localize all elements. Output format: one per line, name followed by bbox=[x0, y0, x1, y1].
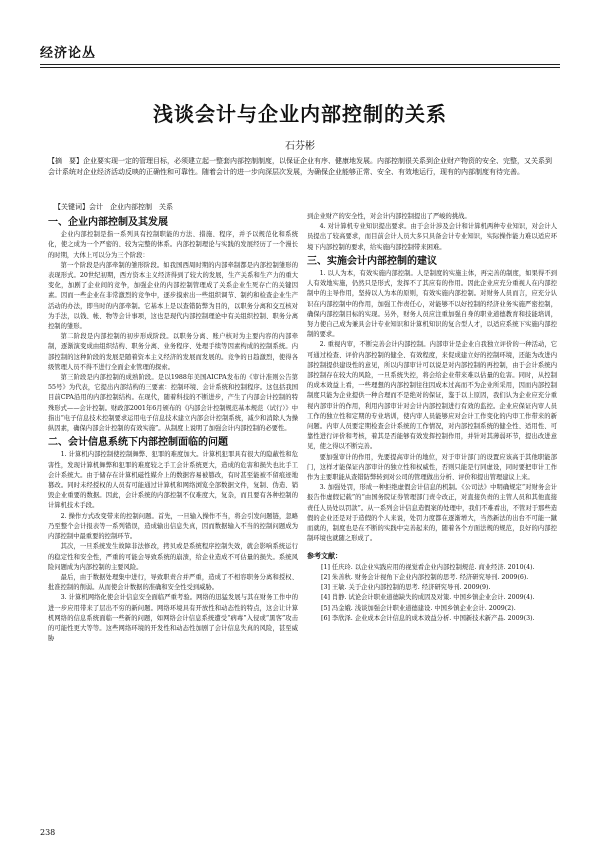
reference-item: [5] 冯金娥. 浅谈加强会计职业道德建设. 中国乡镇企业会计. 2009(2). bbox=[321, 604, 516, 612]
abstract: 【摘 要】企业要实现一定的管理目标，必须建立起一整套内部控制制度，以保证企业有序、健康地发展。内部控制很关系到企业财产物资的安全、完整，又关系到会计系统对企业经济活动反映的正确性和可靠性。随着会计的进一步向深层次发展，为确保企业能够正常、安全、有效地运行，现有的内部制度有待完善。 bbox=[48, 157, 552, 176]
reference-item: [4] 肖静. 试论会计职业道德缺失的成因及对策. 中国乡镇企业会计. 2009(4). bbox=[321, 594, 535, 602]
body-paragraph: 第二阶段是内部控制的初步形成阶段。以职务分离、账户核对为主要内容的内部牵制，逐渐演变成由组织结构、职务分离、业务程序、处理手续等因素构成的控制系统。内部控制的这种阶段的发展是随着资本主义经济的发展而发展的。竞争的日趋激烈，使得各级管理人员不得不进行全面企业管理的探索。 bbox=[48, 333, 298, 371]
body-paragraph: 企业内部控制是指一系列具有控制职能的方法、措施、程序，并予以规范化和系统化，使之成为一个严密的、较为完整的体系。内部控制理论与实践的发展经历了一个漫长的时期，大体上可以分为三个阶段： bbox=[48, 231, 298, 259]
page-number: 238 bbox=[40, 828, 56, 837]
body-paragraph: 1. 以人为本，有效实施内部控制。人是制度的实施主体，再完善的制度，如果得不到人有效地实施，仍然只是形式，发挥不了其应有的作用。因此企业应充分重视人在内部控制中的主导作用，坚持以人为本的原则，有效实施内部控制。对财务人员而言，应充分认识在内部控制中的作用，加强工作责任心，对能够不以好控制的经济业务实施严密控制，确保内部控制目标的实现。另外，财务人员应注重加强自身的职业道德教育和技能培训，努力使自己成为兼具会计专业知识和计算机知识的复合型人才，以适应系统下实施内部控制的要求。 bbox=[307, 270, 557, 339]
body-paragraph: 3. 计算机网络化使会计信息安全面临严重考验。网络的迅猛发展与其在财务工作中的进一步应用带来了层出不穷的新问题。网络环境具有开放性和动态性的特点，这会让计算机网络的信息系统面临一些新的问题，如网络会计信息系统遭受“病毒”入侵或“黑客”攻击的可能性更大等等。这些网络环境的开发性和动态性加剧了会计信息失真的风险，甚至威胁 bbox=[48, 594, 298, 643]
body-paragraph: 其次，一旦系统发生故障非法修改，拷贝或是系统程序控制失效，就会影响系统运行的稳定性和安全性，严重的可能会导致系统的崩溃，给企业造成不可估量的损失。系统风险问题成为内部控制的主要风险。 bbox=[48, 543, 298, 571]
journal-section-header: 经济论丛 bbox=[40, 46, 97, 61]
section-heading: 一、企业内部控制及其发展 bbox=[48, 217, 168, 228]
body-paragraph: 最后，由于数据处理集中进行，导致职责合并严重，造成了不相容职务分离和授权、批准控制的削弱。从而使会计数据的准确和安全性受到威胁。 bbox=[48, 573, 298, 592]
body-paragraph: 1. 计算机内部控制使控制舞弊、犯罪的难度加大。计算机犯罪具有很大的隐蔽性和危害性，发现计算机舞弊和犯罪的难度较之手工会计系统更大，造成的危害和损失也比手工会计系统大。由于储存在计算机磁性媒介上的数据容易被篡改，有时甚至能被不留痕迹地篡改。同时未经授权的人员有可能通过计算机和网络浏览全部数据文件，复制、伪造、销毁企业重要的数据。因此，会计系统的内部控制不仅难度大，复杂，而且要有各种控制的计算机技术手段。 bbox=[48, 451, 298, 510]
body-paragraph: 第三阶段是内部控制的成熟阶段。是以1988年美国AICPA发布的《审计准则公告第55号》为代表，它提出内部结构的三要素：控制环境、会计系统和控制程序。这包括我国目前CPA沿用的内部控制结构。在现代，随着科技的不断进步，产生了内部会计控制的特殊形式——会计控制。财政部2001年6月颁布的《内部会计控制规范基本规范（试行）》中指出“电子信息技术控制要求运用电子信息技术建立内部会计控制系统，减少和消除人为操纵因素，确保内部会计控制的有效实施”。从制度上说明了加强会计内部控制的必要性。 bbox=[48, 374, 298, 433]
reference-item: [2] 朱善秋. 财务会计视角下企业内部控制的思考. 经济研究导刊. 2009(6). bbox=[321, 573, 529, 581]
section-heading: 二、会计信息系统下内部控制面临的问题 bbox=[48, 437, 228, 449]
body-paragraph: 3. 加强处罚，形成一种拒绝虚假会计信息的机制。《公司法》中明确规定“对财务会计报告作虚假记载”的“由国务院证券管理部门责令改正，对直接负责的主管人员和其他直接责任人员处以罚款”。从一系列会计信息造假案的处理中，我们不难看出，不管对于那些造假的企业还是对于造假的个人来说，处罚力度都在逐渐增大，当然新法的出台不可能一蹴而就的，制度也是在不断的实践中完善起来的，随着各个方面法规的规范，良好的内部控制环境也就随之形成了。 bbox=[307, 484, 557, 543]
header-rule-thin bbox=[40, 67, 560, 68]
body-paragraph: 2. 重视内审，不断完善会计内部控制。内部审计是企业自我独立评价的一种活动，它可通过检查、评价内部控制的健全、有效程度，来促成建立好的控制环境，还能为改进内部控制提供建设性的意见，所以内部审计可以说是对内部控制的再控制，由于会计系统内部控制存在较大的风险，一旦系统失控，将会给企业带来难以估量的危害。同时，从控制的成本效益上看，一些理想的内部控制往往因成本过高而不为企业所采用，因而内部控制制度只能为企业提供一种合理而不是绝对的保证，鉴于以上原因，我们认为企业应充分重视内部审计的作用，利用内部审计对会计内部控制进行有效的监控。企业应保证内审人员工作的独立性和定期的专业培训，使内审人员能够应对会计工作变化的内审工作带来的新问题。内审人员要定期检查会计系统的工作情况，对内部控制系统的健全性、适用性、可靠性进行评价和考核，着其是否能够有效发挥控制作用，并针对其薄弱环节，提出改进意见，使之得以不断完善。 bbox=[307, 341, 557, 451]
body-paragraph: 2. 操作方式改变带来的控制问题。首先，一旦输入操作不当，将会引发问题链，忽略乃至整个会计报表等一系列错误，造成输出信息失真，因而数据输入不当的控制问题成为内部控制中最重要的控制环节。 bbox=[48, 512, 298, 541]
keywords: 【关键词】会计 企业内部控制 关系 bbox=[54, 203, 173, 211]
section-heading: 三、实施会计内部控制的建议 bbox=[307, 255, 437, 267]
reference-item: [3] 王敏. 关于企业内部控制的思考. 经济研究导刊. 2009(9). bbox=[321, 584, 491, 592]
references-heading: 参考文献： bbox=[307, 550, 342, 560]
article-title: 浅谈会计与企业内部控制的关系 bbox=[153, 102, 447, 126]
reference-item: [6] 李欣泽. 企业成本会计信息的成本效益分析. 中国新技术新产品. 2009(3). bbox=[321, 614, 535, 622]
header-rule bbox=[40, 64, 560, 65]
body-paragraph: 4. 对计算机专业知识提出要求。由于会计涉及会计和计算机两种专业知识，对会计人员提出了较高要求，而目前会计人员大多只具备会计专业知识，实际操作能力难以适应环境下内部控制的要求，给实施内部控制带来困难。 bbox=[307, 223, 557, 251]
reference-item: [1] 任庆玲. 以企业实践应用的视觉看企业内部控制规范. 商业经济. 2010(4). bbox=[321, 563, 535, 571]
right-column bbox=[307, 212, 557, 624]
left-column bbox=[48, 214, 298, 644]
author-name: 石芬彬 bbox=[285, 141, 315, 152]
body-paragraph: 第一个阶段是内部牵制的雏形阶段。如我国西周时期的内部牵制都是内部控制雏形的表现形式。20世纪初期，西方资本主义经济得到了较大的发展，生产关系和生产力的重大变化，加剧了企业间的竞争，加强企业的内部控制管理成了关系企业生死存亡的关键因素。因而一些企业在非常激烈的竞争中，逐步摸索出一些组织调节、制约和检查企业生产活动的办法，即当时的内部牵制。它基本上是以查错防弊为目的，以职务分离和交互核对为手法，以钱、帐、物等会计事项，这也是现代内部控制理论中有关组织控制、职务分离控制的雏形。 bbox=[48, 261, 298, 331]
body-paragraph: 到企业财产的安全性，对会计内部控制提出了严峻的挑战。 bbox=[307, 213, 471, 220]
body-paragraph: 要加强审计的作用，先要提高审计的地位，对于审计部门的设置应该高于其他职能部门，这样才能保证内部审计的独立性和权威性，否则只能是行同虚设，同时要把审计工作作为主要职能从查错防弊转到对公司的管理做出分析、评价和提出管理建议上来。 bbox=[307, 453, 557, 482]
